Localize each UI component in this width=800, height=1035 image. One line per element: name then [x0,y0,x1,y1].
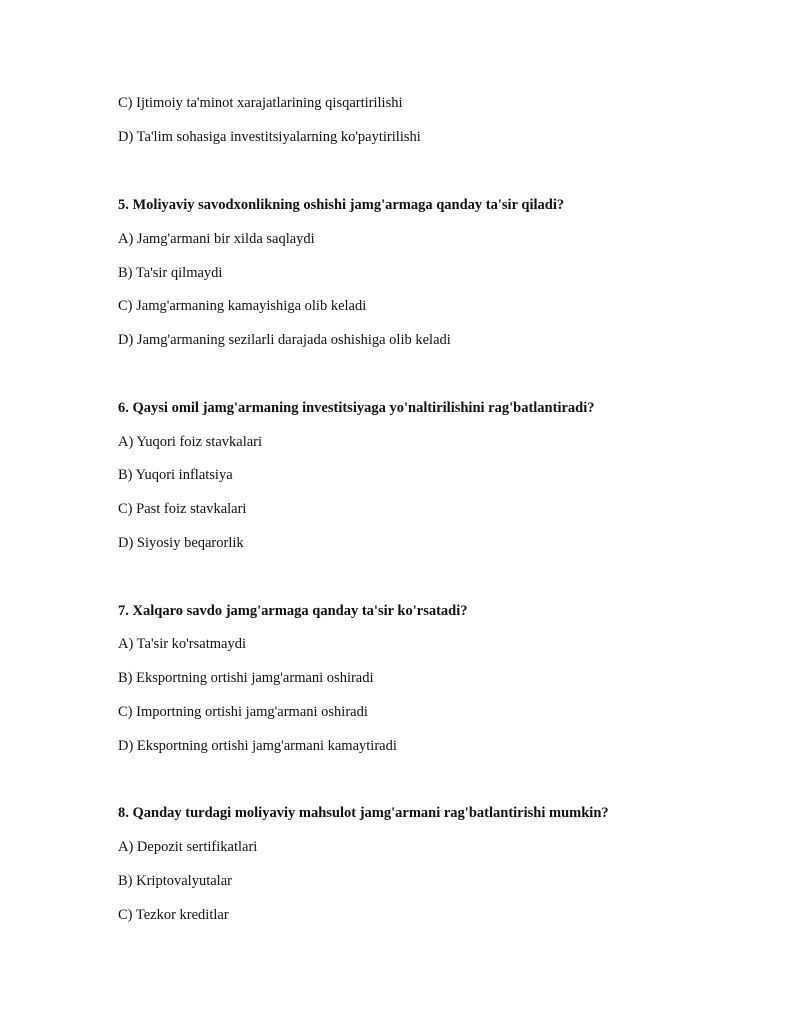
option-text: D) Siyosiy beqarorlik [118,535,244,551]
option-text: C) Tezkor kreditlar [118,907,229,923]
option-text: C) Jamg'armaning kamayishiga olib keladi [118,298,367,314]
question-text: 8. Qanday turdagi moliyaviy mahsulot jamg'armani rag'batlantirishi mumkin? [118,805,609,821]
question-text: 6. Qaysi omil jamg'armaning investitsiyaga yo'naltirilishini rag'batlantiradi? [118,400,595,416]
option-text: B) Kriptovalyutalar [118,873,232,889]
option-text: C) Importning ortishi jamg'armani oshiradi [118,704,368,720]
option-text: B) Eksportning ortishi jamg'armani oshiradi [118,670,374,686]
option-text: D) Jamg'armaning sezilarli darajada oshishiga olib keladi [118,332,451,348]
option-text: B) Ta'sir qilmaydi [118,265,223,281]
option-text: B) Yuqori inflatsiya [118,467,233,483]
option-text: D) Eksportning ortishi jamg'armani kamaytiradi [118,738,397,754]
question-text: 5. Moliyaviy savodxonlikning oshishi jamg'armaga qanday ta'sir qiladi? [118,197,565,213]
option-text: C) Past foiz stavkalari [118,501,247,517]
option-text: A) Yuqori foiz stavkalari [118,434,263,450]
option-text: D) Ta'lim sohasiga investitsiyalarning ko'paytirilishi [118,129,421,145]
question-text: 7. Xalqaro savdo jamg'armaga qanday ta'sir ko'rsatadi? [118,603,468,619]
option-text: A) Ta'sir ko'rsatmaydi [118,636,246,652]
option-text: A) Depozit sertifikatlari [118,839,258,855]
option-text: A) Jamg'armani bir xilda saqlaydi [118,231,315,247]
option-text: C) Ijtimoiy ta'minot xarajatlarining qisqartirilishi [118,95,403,111]
